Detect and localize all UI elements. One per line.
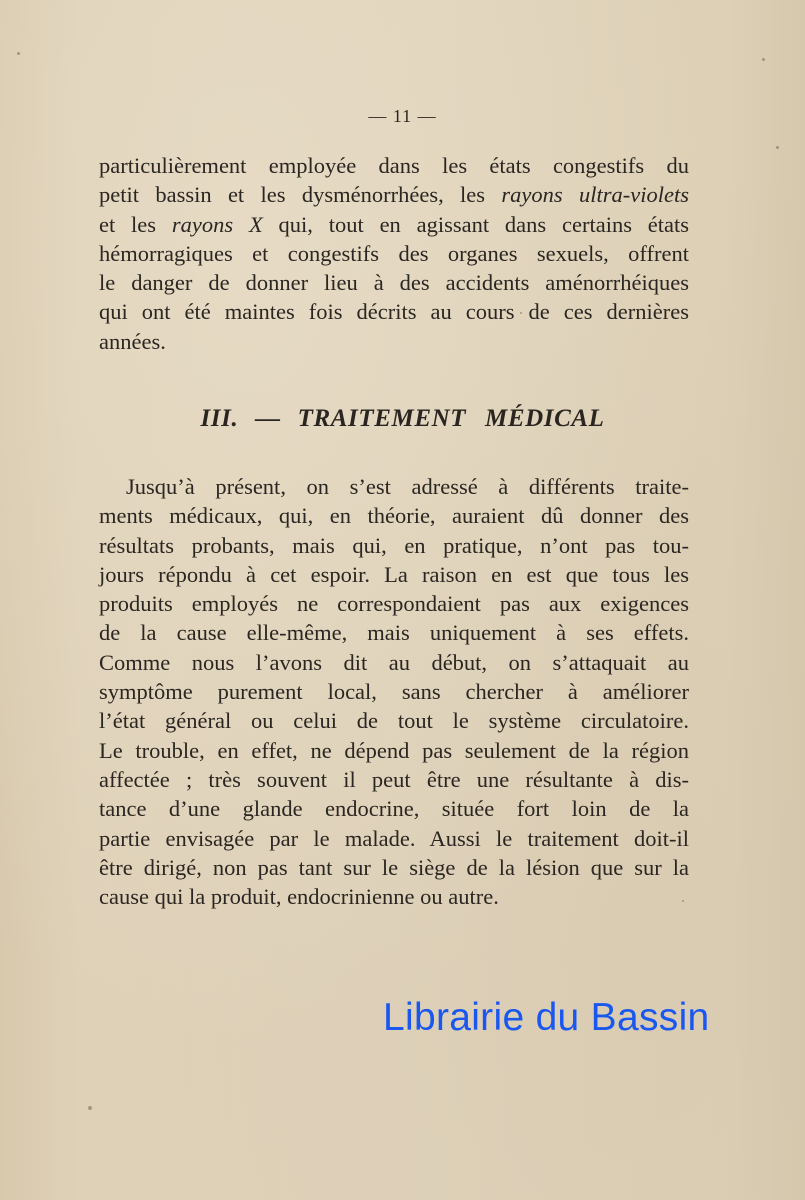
section-title-word: TRAITEMENT <box>297 405 467 432</box>
section-dash: — <box>255 405 281 432</box>
section-title-word: MÉDICAL <box>485 405 605 432</box>
section-heading <box>0 405 805 433</box>
text-line: particulièrement employée dans les états congestifs du <box>99 153 689 178</box>
text-line <box>99 210 689 239</box>
italic-term: rayons ultra-violets <box>501 182 689 208</box>
text-line: hémorragiques et congestifs des organes sexuels, offrent <box>99 240 689 266</box>
paper-speck <box>776 146 779 149</box>
text-line <box>99 180 689 209</box>
text-run: qui, tout en agissant dans certains états <box>262 211 690 237</box>
text-run: et les <box>99 211 172 237</box>
text-line: Le trouble, en effet, ne dépend pas seulement de la région <box>99 737 689 763</box>
text-line: symptôme purement local, sans chercher à améliorer <box>99 679 689 705</box>
section-number: III. <box>200 405 239 432</box>
italic-term: rayons X <box>171 211 263 237</box>
text-line: cause qui la produit, endocrinienne ou autre. <box>99 884 499 910</box>
text-line: l’état général ou celui de tout le système circulatoire. <box>99 708 689 734</box>
paragraph-continuation <box>99 151 689 356</box>
paragraph-body <box>99 472 689 911</box>
text-line: le danger de donner lieu à des accidents aménorrhéiques <box>99 270 689 296</box>
text-line: jours répondu à cet espoir. La raison en est que tous les <box>99 561 689 587</box>
text-line: produits employés ne correspondaient pas aux exigences <box>99 591 689 617</box>
text-line: ments médicaux, qui, en théorie, auraient dû donner des <box>99 503 689 529</box>
text-line: années. <box>99 328 166 354</box>
paper-speck <box>17 52 20 55</box>
page-number: — 11 — <box>368 106 437 126</box>
text-line: être dirigé, non pas tant sur le siège de la lésion que sur la <box>99 854 689 880</box>
text-line: Comme nous l’avons dit au début, on s’attaquait au <box>99 649 689 675</box>
text-line: partie envisagée par le malade. Aussi le traitement doit-il <box>99 825 689 851</box>
paper-speck <box>762 58 765 61</box>
text-line: Jusqu’à présent, on s’est adressé à différents traite- <box>126 474 689 499</box>
text-line: qui ont été maintes fois décrits au cours de ces dernières <box>99 299 689 325</box>
watermark: Librairie du Bassin <box>383 996 710 1039</box>
text-line: affectée ; très souvent il peut être une résultante à dis- <box>99 766 689 792</box>
text-run: petit bassin et les dysménorrhées, les <box>99 182 502 208</box>
paper-speck <box>88 1106 92 1110</box>
text-line: résultats probants, mais qui, en pratique, n’ont pas tou- <box>99 532 689 558</box>
text-line: de la cause elle-même, mais uniquement à ses effets. <box>99 620 689 646</box>
text-line: tance d’une glande endocrine, située fort loin de la <box>99 796 689 822</box>
